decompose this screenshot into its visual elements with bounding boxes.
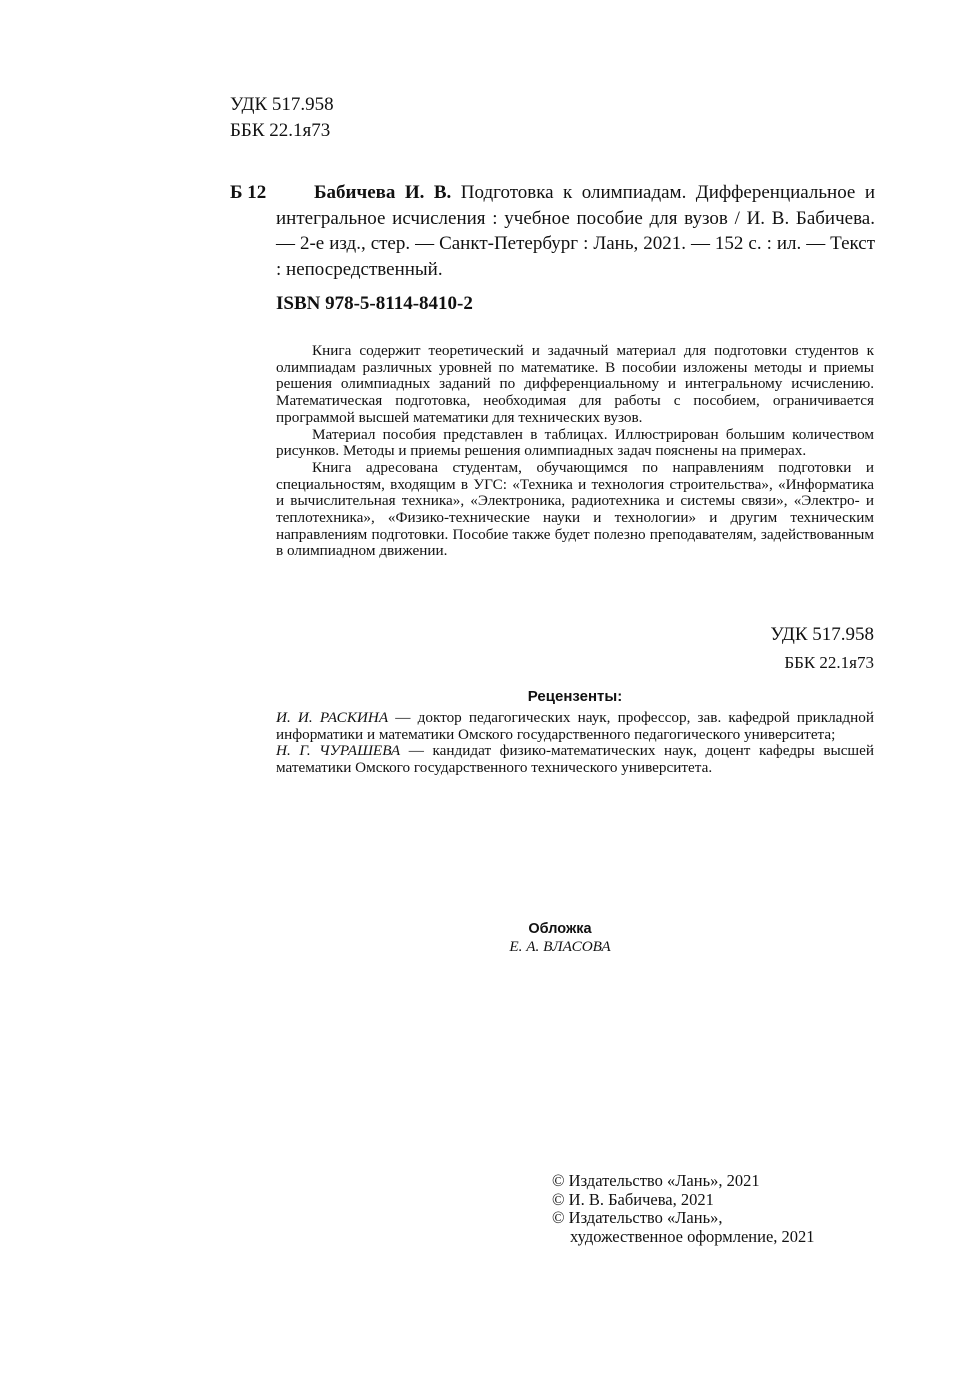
reviewer-name: И. И. РАСКИНА <box>276 708 389 726</box>
reviewer-entry <box>276 710 874 744</box>
bibliographic-description <box>276 180 875 282</box>
description-text: Подготовка к олимпиадам. Дифференциальное и интегральное исчисления : учебное пособие для вузов / И. В. Бабичева. — 2-е изд., стер. — Санкт-Петербург : Лань, 2021. — 152 с. : ил. — Текст : непосредственный. <box>276 182 876 280</box>
udk-code: УДК 517.958 <box>770 624 874 645</box>
bbk-code: ББК 22.1я73 <box>230 120 331 141</box>
annotation <box>276 343 874 560</box>
annotation-paragraph: Книга адресована студентам, обучающимся по направлениям подготовки и специальностям, входящим в УГС: «Техника и технология строительства», «Информатика и вычислительная техника», «Электроника, радиотехника и системы связи», «Электро- и теплотехника», «Физико-технические науки и технологии» и другим техническим направлениям подготовки. Пособие также будет полезно преподавателям, задействованным в олимпиадном движении. <box>276 458 874 560</box>
reviewers-section <box>276 689 874 777</box>
reviewer-entry <box>276 743 874 777</box>
cover-designer: Е. А. ВЛАСОВА <box>509 938 611 955</box>
udk-code: УДК 517.958 <box>230 94 334 115</box>
reviewer-details: — доктор педагогических наук, профессор, зав. кафедрой прикладной информатики и математики Омского государственного педагогического университета; <box>276 708 874 743</box>
cover-heading: Обложка <box>528 921 592 937</box>
copyright-line: © Издательство «Лань», <box>552 1208 723 1227</box>
copyright-line: © Издательство «Лань», 2021 <box>552 1171 760 1190</box>
reviewer-details: — кандидат физико-математических наук, доцент кафедры высшей математики Омского государственного технического университета. <box>276 742 874 777</box>
isbn: ISBN 978-5-8114-8410-2 <box>276 293 473 314</box>
bbk-code: ББК 22.1я73 <box>784 653 874 672</box>
annotation-paragraph: Книга содержит теоретический и задачный материал для подготовки студентов к олимпиадам различных уровней по математике. В пособии изложены методы и приемы решения олимпиадных заданий по дифференциальному и интегральному исчислению. Математическая подготовка, необходимая для работы с пособием, ограничивается программой высшей математики для технических вузов. <box>276 342 874 426</box>
copyright-block <box>552 1172 815 1246</box>
catalog-entry <box>230 180 875 282</box>
annotation-paragraph: Материал пособия представлен в таблицах. Иллюстрирован большим количеством рисунков. Методы и приемы решения олимпиадных задач пояснены на примерах. <box>276 425 874 460</box>
top-classification-codes <box>230 92 334 144</box>
copyright-line: © И. В. Бабичева, 2021 <box>552 1189 714 1209</box>
author-mark: Б 12 <box>230 182 267 203</box>
cover-credit <box>276 921 844 955</box>
author-name: Бабичева И. В. <box>314 182 452 203</box>
bottom-classification-codes <box>770 620 874 676</box>
copyright-line: художественное оформление, 2021 <box>570 1226 815 1246</box>
reviewers-heading: Рецензенты: <box>527 688 623 705</box>
reviewer-name: Н. Г. ЧУРАШЕВА <box>276 742 401 760</box>
